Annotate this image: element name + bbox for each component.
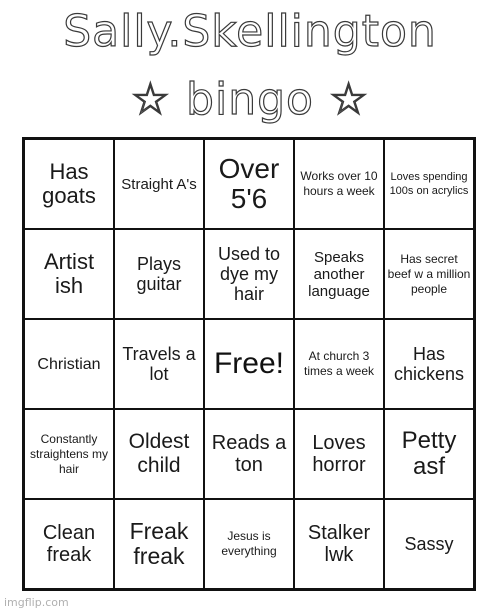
bingo-cell-text: Jesus is everything: [221, 529, 277, 558]
bingo-cell-text: Works over 10 hours a week: [300, 169, 378, 198]
bingo-cell[interactable]: [204, 229, 294, 319]
imgflip-watermark: imgflip.com: [4, 596, 69, 609]
bingo-cell[interactable]: [24, 499, 114, 589]
bingo-cell[interactable]: [294, 499, 384, 589]
bingo-cell[interactable]: [204, 499, 294, 589]
bingo-cell[interactable]: [114, 229, 204, 319]
bingo-cell-text: Christian: [37, 355, 101, 373]
bingo-cell-text: Straight A's: [121, 175, 197, 193]
bingo-cell[interactable]: [114, 139, 204, 229]
bingo-cell-text: Freak freak: [129, 518, 189, 569]
bingo-cell[interactable]: [384, 139, 474, 229]
bingo-cell-text: Has goats: [42, 159, 96, 208]
bingo-cell-text: Loves spending 100s on acrylics: [389, 171, 469, 197]
bingo-cell-text: Over 5'6: [218, 153, 280, 214]
bingo-cell[interactable]: [384, 499, 474, 589]
bingo-cell[interactable]: [114, 499, 204, 589]
bingo-cell-text: Loves horror: [312, 432, 366, 476]
bingo-cell[interactable]: [294, 319, 384, 409]
bingo-cell-text: Plays guitar: [136, 254, 182, 294]
bingo-title-line-1: Sally.Skellington: [63, 6, 437, 57]
bingo-cell-text: Sassy: [404, 534, 454, 554]
bingo-board: [22, 137, 476, 591]
bingo-cell-text: At church 3 times a week: [303, 349, 375, 378]
bingo-cell[interactable]: [114, 409, 204, 499]
bingo-cell[interactable]: [114, 319, 204, 409]
bingo-cell[interactable]: [24, 139, 114, 229]
bingo-cell-text: Travels a lot: [122, 344, 196, 384]
bingo-cell[interactable]: [24, 319, 114, 409]
bingo-cell-text: Used to dye my hair: [217, 244, 281, 304]
bingo-title-line-2: ☆ bingo ☆: [130, 74, 370, 125]
bingo-cell-text: Reads a ton: [211, 432, 287, 476]
bingo-cell-text: Stalker lwk: [307, 522, 371, 566]
bingo-cell[interactable]: [204, 409, 294, 499]
bingo-cell[interactable]: [294, 409, 384, 499]
bingo-cell[interactable]: [24, 229, 114, 319]
bingo-cell-text: Has secret beef w a million people: [387, 251, 471, 296]
bingo-cell-text: Clean freak: [42, 522, 96, 566]
bingo-cell-text: Constantly straightens my hair: [29, 431, 109, 476]
bingo-cell-text: Artist ish: [43, 249, 95, 298]
bingo-cell[interactable]: [384, 229, 474, 319]
bingo-cell-text: Free!: [213, 347, 285, 380]
bingo-cell[interactable]: [294, 229, 384, 319]
bingo-cell[interactable]: [204, 139, 294, 229]
bingo-cell-text: Speaks another language: [308, 248, 370, 300]
bingo-cell-text: Oldest child: [128, 430, 190, 477]
bingo-cell-text: Has chickens: [393, 344, 465, 384]
bingo-cell[interactable]: [24, 409, 114, 499]
bingo-cell[interactable]: [294, 139, 384, 229]
bingo-cell[interactable]: [384, 409, 474, 499]
bingo-cell[interactable]: [384, 319, 474, 409]
bingo-cell-free[interactable]: [204, 319, 294, 409]
bingo-cell-text: Petty asf: [401, 427, 457, 480]
